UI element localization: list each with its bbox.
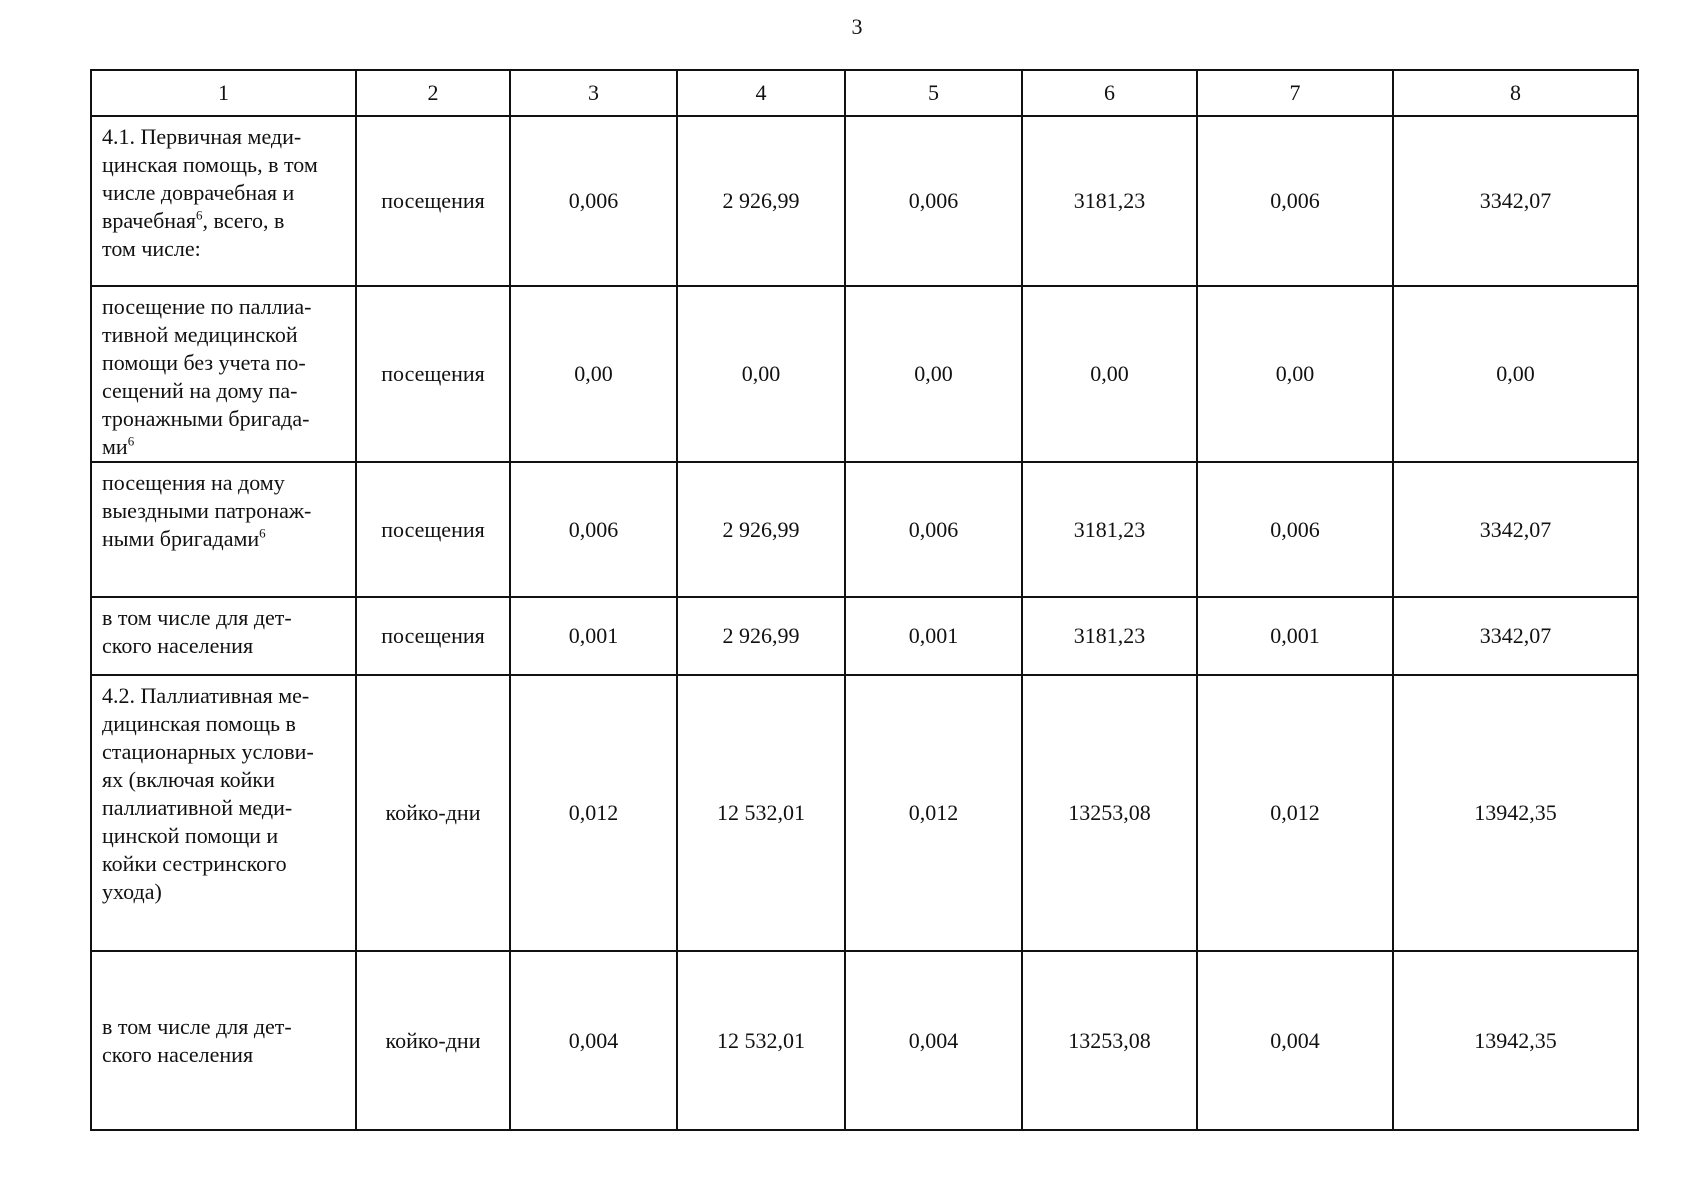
row-value: 12 532,01 <box>677 951 845 1130</box>
row-value: 0,004 <box>845 951 1022 1130</box>
row-unit: койко-дни <box>356 951 510 1130</box>
table-row <box>91 286 1638 462</box>
row-value: 0,004 <box>510 951 677 1130</box>
row-unit: посещения <box>356 116 510 286</box>
column-header: 3 <box>510 70 677 116</box>
row-value: 13253,08 <box>1022 675 1197 951</box>
footnote-mark: 6 <box>195 207 203 223</box>
row-value: 3181,23 <box>1022 116 1197 286</box>
row-label <box>91 597 356 675</box>
row-value: 0,00 <box>1393 286 1638 462</box>
row-value: 0,00 <box>1197 286 1393 462</box>
table-row <box>91 597 1638 675</box>
row-value: 13942,35 <box>1393 675 1638 951</box>
row-label-text: в том числе для дет- ского населения <box>102 605 292 658</box>
page-number: 3 <box>851 14 863 39</box>
row-label-text: посещение по паллиа- тивной медицинской помощи без учета по- сещений на дому па- тронажными бригада- ми <box>102 294 312 459</box>
column-header: 4 <box>677 70 845 116</box>
table-body <box>91 70 1638 1130</box>
row-value: 12 532,01 <box>677 675 845 951</box>
row-value: 3342,07 <box>1393 462 1638 597</box>
row-unit: посещения <box>356 597 510 675</box>
row-unit: койко-дни <box>356 675 510 951</box>
row-label-text: 4.2. Паллиативная ме- дицинская помощь в стационарных услови- ях (включая койки паллиативной меди- цинской помощи и койки сестринского ухода) <box>102 683 314 904</box>
column-header: 8 <box>1393 70 1638 116</box>
row-label-text-continued: , всего, в том числе: <box>102 208 285 261</box>
row-value: 13253,08 <box>1022 951 1197 1130</box>
row-value: 2 926,99 <box>677 462 845 597</box>
column-header: 2 <box>356 70 510 116</box>
row-value: 0,004 <box>1197 951 1393 1130</box>
row-value: 13942,35 <box>1393 951 1638 1130</box>
row-value: 0,006 <box>845 116 1022 286</box>
row-value: 3342,07 <box>1393 116 1638 286</box>
row-value: 0,00 <box>845 286 1022 462</box>
table-row <box>91 951 1638 1130</box>
row-unit: посещения <box>356 462 510 597</box>
row-value: 3342,07 <box>1393 597 1638 675</box>
column-header: 6 <box>1022 70 1197 116</box>
row-value: 0,00 <box>510 286 677 462</box>
footnote-mark: 6 <box>259 525 266 541</box>
table-row <box>91 116 1638 286</box>
row-label <box>91 286 356 462</box>
table-row <box>91 462 1638 597</box>
data-table <box>90 69 1639 1131</box>
row-value: 0,006 <box>845 462 1022 597</box>
row-value: 0,006 <box>1197 462 1393 597</box>
row-value: 0,001 <box>510 597 677 675</box>
row-value: 0,001 <box>845 597 1022 675</box>
row-label-text: посещения на дому выездными патронаж- ными бригадами <box>102 470 312 551</box>
row-value: 0,012 <box>845 675 1022 951</box>
row-value: 3181,23 <box>1022 597 1197 675</box>
column-header: 7 <box>1197 70 1393 116</box>
footnote-mark: 6 <box>127 433 135 449</box>
row-label <box>91 462 356 597</box>
row-value: 2 926,99 <box>677 597 845 675</box>
row-value: 0,006 <box>510 116 677 286</box>
row-label <box>91 951 356 1130</box>
row-label-text: 4.1. Первичная меди- цинская помощь, в том числе доврачебная и врачебная <box>102 124 318 233</box>
row-value: 3181,23 <box>1022 462 1197 597</box>
row-value: 0,012 <box>1197 675 1393 951</box>
column-header: 1 <box>91 70 356 116</box>
row-value: 0,012 <box>510 675 677 951</box>
row-value: 0,006 <box>510 462 677 597</box>
table-row <box>91 675 1638 951</box>
header-row <box>91 70 1638 116</box>
column-header: 5 <box>845 70 1022 116</box>
row-value: 0,006 <box>1197 116 1393 286</box>
row-label <box>91 675 356 951</box>
row-value: 0,00 <box>1022 286 1197 462</box>
row-label <box>91 116 356 286</box>
row-value: 2 926,99 <box>677 116 845 286</box>
row-unit: посещения <box>356 286 510 462</box>
row-value: 0,00 <box>677 286 845 462</box>
row-label-text: в том числе для дет- ского населения <box>102 1013 292 1067</box>
row-value: 0,001 <box>1197 597 1393 675</box>
